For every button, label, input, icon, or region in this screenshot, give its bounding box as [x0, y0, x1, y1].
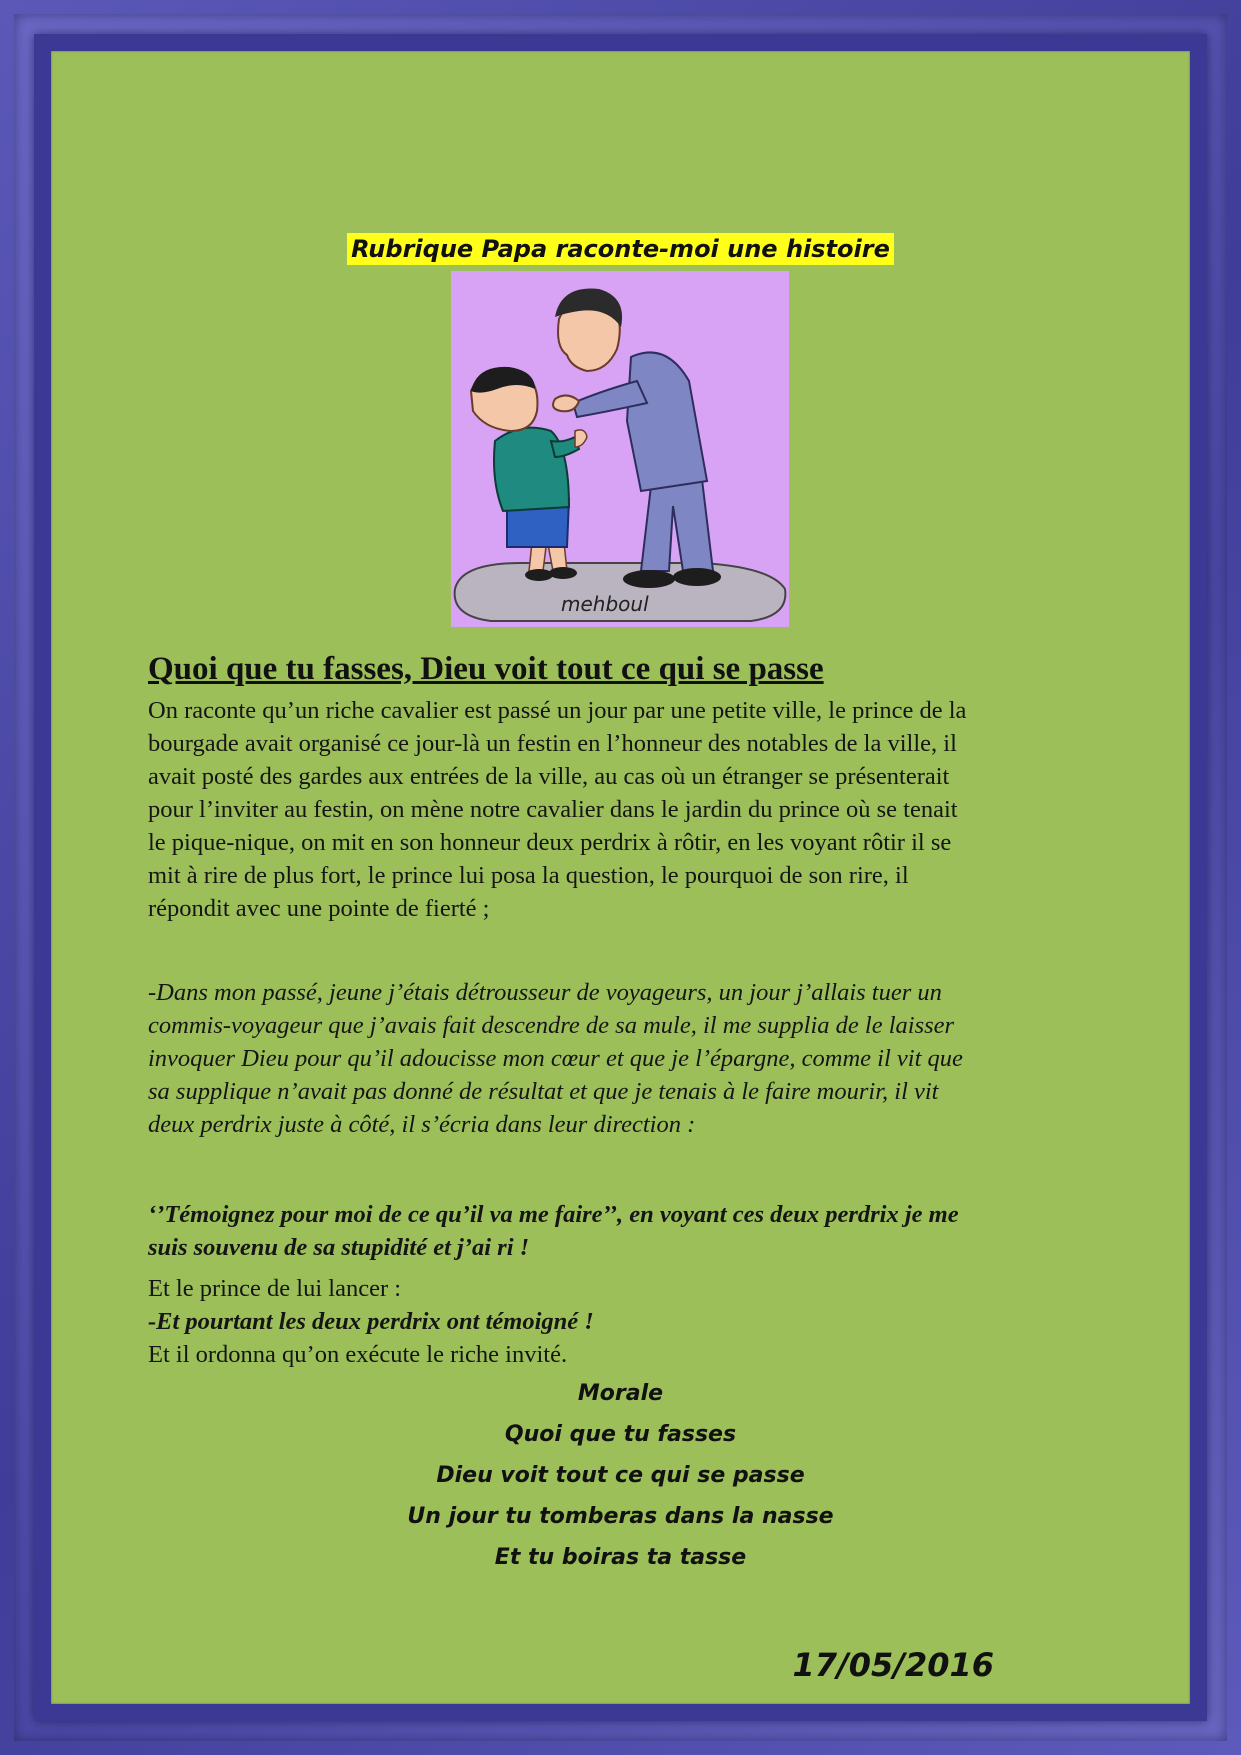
story-paragraph-2: -Dans mon passé, jeune j’étais détrousseur de voyageurs, un jour j’allais tuer un commis-voyageur que j’avais fait descendre de sa mule, il me supplia de le laisser invoquer Dieu pour qu’il adoucisse mon cœur et que je l’épargne, comme il vit que sa supplique n’avait pas donné de résultat et que je tenais à le faire mourir, il vit deux perdrix juste à côté, il s’écria dans leur direction :: [148, 979, 963, 1138]
rubrique-label: Rubrique Papa raconte-moi une histoire: [347, 233, 894, 265]
father-shoe-left: [623, 570, 675, 588]
story-title: Quoi que tu fasses, Dieu voit tout ce qui se passe: [148, 651, 824, 687]
story-page: [51, 51, 1190, 1704]
child-sweater: [494, 428, 569, 511]
publication-date: 17/05/2016: [792, 1646, 994, 1684]
morale-block: [51, 1373, 1190, 1578]
child-shoe-right: [549, 567, 577, 579]
illustration-signature: mehboul: [561, 592, 649, 616]
child-shoe-left: [525, 569, 553, 581]
morale-line: Dieu voit tout ce qui se passe: [436, 1463, 805, 1488]
father-hand: [553, 395, 579, 411]
morale-line: Un jour tu tomberas dans la nasse: [407, 1504, 834, 1529]
father-shoe-right: [673, 568, 721, 586]
morale-line: Et tu boiras ta tasse: [494, 1545, 747, 1570]
rubrique-header: [51, 235, 1190, 263]
morale-line: Quoi que tu fasses: [504, 1422, 737, 1447]
prince-line: Et le prince de lui lancer :: [148, 1275, 402, 1302]
execution-line: Et il ordonna qu’on exécute le riche invité.: [148, 1341, 568, 1368]
father-son-illustration: [451, 271, 789, 627]
story-paragraph-3: ‘’Témoignez pour moi de ce qu’il va me faire’’, en voyant ces deux perdrix je me suis souvenu de sa stupidité et j’ai ri !: [148, 1201, 959, 1261]
story-paragraph-4: [148, 1272, 968, 1371]
morale-heading: Morale: [577, 1381, 664, 1406]
prince-quote: -Et pourtant les deux perdrix ont témoigné !: [148, 1308, 594, 1335]
story-paragraph-1: On raconte qu’un riche cavalier est passé un jour par une petite ville, le prince de la bourgade avait organisé ce jour-là un festin en l’honneur des notables de la ville, il avait posté des gardes aux entrées de la ville, au cas où un étranger se présenterait pour l’inviter au festin, on mène notre cavalier dans le jardin du prince où se tenait le pique-nique, on mit en son honneur deux perdrix à rôtir, en les voyant rôtir il se mit à rire de plus fort, le prince lui posa la question, le pourquoi de son rire, il répondit avec une pointe de fierté ;: [148, 697, 967, 922]
